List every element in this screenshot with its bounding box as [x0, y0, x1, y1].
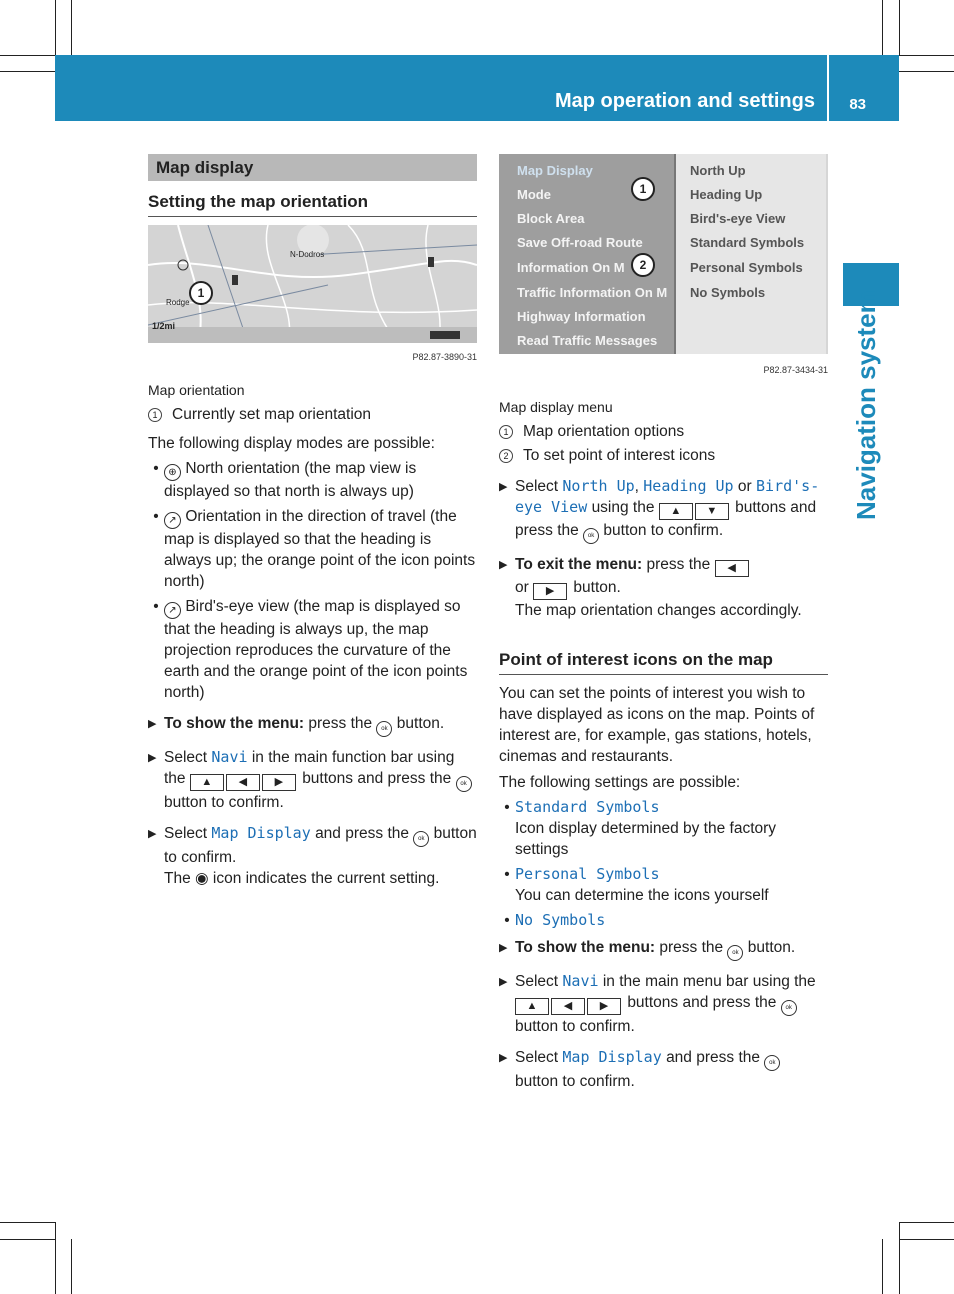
step-text: in the main menu bar using the	[602, 973, 816, 990]
left-key-icon: ◀	[551, 998, 585, 1015]
figure-caption: Map orientation	[148, 382, 245, 398]
step-label: To show the menu:	[515, 939, 656, 956]
map-display-menu-image	[499, 154, 828, 354]
crop-mark	[899, 1222, 900, 1294]
up-key-icon: ▲	[515, 998, 549, 1015]
bullet-text: Bird's-eye view (the map is displayed so that the heading is always up, the map projection reproduces the curvature of the earth and the orange point of the icon points north)	[164, 598, 468, 701]
menu-term: Navi	[211, 748, 248, 766]
menu-item: Read Traffic Messages	[517, 333, 658, 348]
crop-mark	[899, 55, 954, 56]
right-column	[499, 154, 828, 1092]
right-key-icon: ▶	[587, 998, 621, 1015]
instruction-step	[499, 971, 828, 1037]
subheading: Setting the map orientation	[148, 181, 477, 217]
menu-term: North Up	[562, 477, 635, 495]
image-code: P82.87-3434-31	[763, 365, 828, 375]
callout-number: 2	[499, 449, 513, 463]
radio-selected-icon: ◉	[195, 870, 209, 887]
map-scale-label: 1/2mi	[152, 321, 176, 331]
heading-orientation-icon: ↗	[164, 512, 181, 529]
step-text: Select	[515, 1049, 559, 1066]
list-item: • ↗ Bird's-eye view (the map is displayed so that the heading is always up, the map projection reproduces the curvature of the earth and the orange point of the icon points north)	[153, 598, 468, 701]
ok-button-icon: ok	[583, 528, 599, 544]
menu-option: Personal Symbols	[690, 260, 803, 275]
step-arrow-icon	[148, 713, 164, 737]
legend-item	[148, 404, 477, 425]
bullet-text: North orientation (the map view is displayed so that north is always up)	[164, 460, 417, 500]
menu-option: North Up	[690, 163, 746, 178]
step-text: button to confirm.	[515, 1018, 635, 1035]
crop-mark	[71, 1239, 72, 1294]
step-arrow-icon	[499, 476, 515, 544]
crop-mark	[899, 1222, 954, 1223]
crop-mark	[0, 1239, 55, 1240]
ok-button-icon: ok	[764, 1055, 780, 1071]
option-name: Standard Symbols	[515, 798, 660, 816]
crop-mark	[0, 1222, 55, 1223]
paragraph: You can set the points of interest you wish to have displayed as icons on the map. Points of interest are, for example, gas stations, hotels, cinemas and restaurants.	[499, 685, 815, 765]
crop-mark	[899, 71, 954, 72]
paragraph: The following display modes are possible:	[148, 435, 435, 452]
right-key-icon: ▶	[262, 774, 296, 791]
map-place-label: N-Dodros	[290, 250, 325, 259]
instruction-step	[499, 937, 828, 961]
crop-mark	[882, 0, 883, 55]
header-bar	[55, 55, 899, 121]
paragraph: The following settings are possible:	[499, 774, 741, 791]
menu-term: Navi	[562, 972, 599, 990]
step-text: press the	[308, 715, 373, 732]
option-name: Personal Symbols	[515, 865, 660, 883]
step-text: Select	[515, 478, 559, 495]
step-text: icon indicates the current setting.	[212, 870, 440, 887]
step-text: Select	[515, 973, 559, 990]
list-item: • No Symbols	[504, 911, 606, 929]
left-key-icon: ◀	[226, 774, 260, 791]
menu-item: Highway Information	[517, 309, 646, 324]
step-text: button.	[747, 939, 796, 956]
down-key-icon: ▼	[695, 503, 729, 520]
step-text: The map orientation changes accordingly.	[515, 602, 802, 619]
instruction-step	[499, 1047, 828, 1092]
north-orientation-icon: ⊕	[164, 464, 181, 481]
step-text: or	[737, 478, 752, 495]
step-text: Select	[164, 825, 208, 842]
legend-text: Currently set map orientation	[172, 406, 372, 423]
menu-item: Map Display	[517, 163, 593, 178]
list-item: • ⊕ North orientation (the map view is displayed so that north is always up)	[153, 460, 417, 500]
menu-term: Map Display	[562, 1048, 662, 1066]
left-key-icon: ◀	[715, 560, 749, 577]
crop-mark	[0, 55, 55, 56]
up-key-icon: ▲	[190, 774, 224, 791]
bullet-text: Orientation in the direction of travel (the map is displayed so that the heading is always up; the orange point of the icon points north)	[164, 508, 476, 590]
section-heading: Map display	[148, 154, 477, 181]
crop-mark	[55, 1222, 56, 1294]
ok-button-icon: ok	[781, 1000, 797, 1016]
step-text: button to confirm.	[164, 794, 284, 811]
ok-button-icon: ok	[727, 945, 743, 961]
step-text: The	[164, 870, 191, 887]
step-arrow-icon	[499, 554, 515, 621]
up-key-icon: ▲	[659, 503, 693, 520]
menu-item: Traffic Information On M	[517, 285, 668, 300]
crop-mark	[882, 1239, 883, 1294]
step-text: press the	[659, 939, 724, 956]
list-item: • Standard Symbols Icon display determined by the factory settings	[504, 798, 777, 858]
instruction-step	[499, 476, 828, 544]
step-text: Select	[164, 749, 208, 766]
menu-item: Save Off-road Route	[517, 235, 643, 250]
callout-number: 1	[499, 425, 513, 439]
menu-option: No Symbols	[690, 285, 766, 300]
menu-item: Block Area	[517, 211, 585, 226]
menu-term: Bird's-eye View	[515, 477, 820, 516]
menu-term: Heading Up	[643, 477, 734, 495]
legend-item	[499, 445, 828, 466]
step-text: buttons and press the	[302, 770, 452, 787]
list-item: • ↗ Orientation in the direction of travel (the map is displayed so that the heading is always up; the orange point of the icon points north)	[153, 508, 476, 590]
step-text: buttons and press the	[627, 994, 777, 1011]
ok-button-icon: ok	[376, 721, 392, 737]
step-arrow-icon	[499, 937, 515, 961]
step-text: and press the	[666, 1049, 760, 1066]
step-text: or	[515, 579, 529, 596]
figure-caption: Map display menu	[499, 399, 613, 415]
chapter-title: Navigation system	[851, 290, 881, 520]
header-divider	[827, 55, 829, 121]
step-arrow-icon	[148, 823, 164, 889]
step-arrow-icon	[499, 1047, 515, 1092]
step-text: ,	[634, 478, 639, 495]
subheading: Point of interest icons on the map	[499, 639, 828, 675]
callout-number: 1	[148, 408, 162, 422]
right-key-icon: ▶	[533, 583, 567, 600]
crop-mark	[55, 0, 56, 55]
menu-item: Information On M	[517, 260, 625, 275]
step-text: button to confirm.	[603, 522, 724, 539]
menu-right-panel	[674, 154, 826, 354]
crop-mark	[899, 1239, 954, 1240]
menu-item: Mode	[517, 187, 551, 202]
step-text: press the	[646, 556, 711, 573]
image-code: P82.87-3890-31	[412, 352, 477, 362]
callout-1: 1	[189, 281, 213, 305]
step-text: using the	[591, 499, 655, 516]
map-road-label: Rodge	[166, 298, 190, 307]
option-name: No Symbols	[515, 911, 606, 929]
step-label: To show the menu:	[164, 715, 305, 732]
step-text: button.	[573, 579, 621, 596]
map-orientation-image	[148, 225, 477, 343]
left-column	[148, 154, 477, 889]
crop-mark	[899, 0, 900, 55]
page-title: Map operation and settings	[554, 90, 815, 112]
callout-1: 1	[631, 177, 655, 201]
step-arrow-icon	[148, 747, 164, 813]
step-arrow-icon	[499, 971, 515, 1037]
legend-item	[499, 421, 828, 442]
instruction-step	[148, 747, 477, 813]
callout-2: 2	[631, 253, 655, 277]
instruction-step	[148, 713, 477, 737]
ok-button-icon: ok	[413, 831, 429, 847]
step-text: buttons and press the	[515, 499, 817, 539]
step-text: button to confirm.	[164, 825, 477, 866]
menu-term: Map Display	[211, 824, 311, 842]
legend-text: To set point of interest icons	[523, 447, 716, 464]
menu-option: Standard Symbols	[690, 235, 805, 250]
step-text: button.	[396, 715, 445, 732]
option-desc: Icon display determined by the factory settings	[515, 820, 777, 858]
crop-mark	[0, 71, 55, 72]
birds-eye-icon: ↗	[164, 602, 181, 619]
step-text: in the main function bar using the	[164, 749, 455, 787]
legend-text: Map orientation options	[523, 423, 685, 440]
list-item: • Personal Symbols You can determine the icons yourself	[504, 865, 769, 904]
ok-button-icon: ok	[456, 776, 472, 792]
instruction-step	[499, 554, 828, 621]
step-text: and press the	[315, 825, 409, 842]
instruction-step	[148, 823, 477, 889]
page-number: 83	[849, 96, 866, 113]
menu-option: Bird's-eye View	[690, 211, 786, 226]
step-label: To exit the menu:	[515, 556, 643, 573]
menu-option: Heading Up	[690, 187, 763, 202]
step-text: button to confirm.	[515, 1073, 635, 1090]
option-desc: You can determine the icons yourself	[515, 887, 769, 904]
crop-mark	[71, 0, 72, 55]
